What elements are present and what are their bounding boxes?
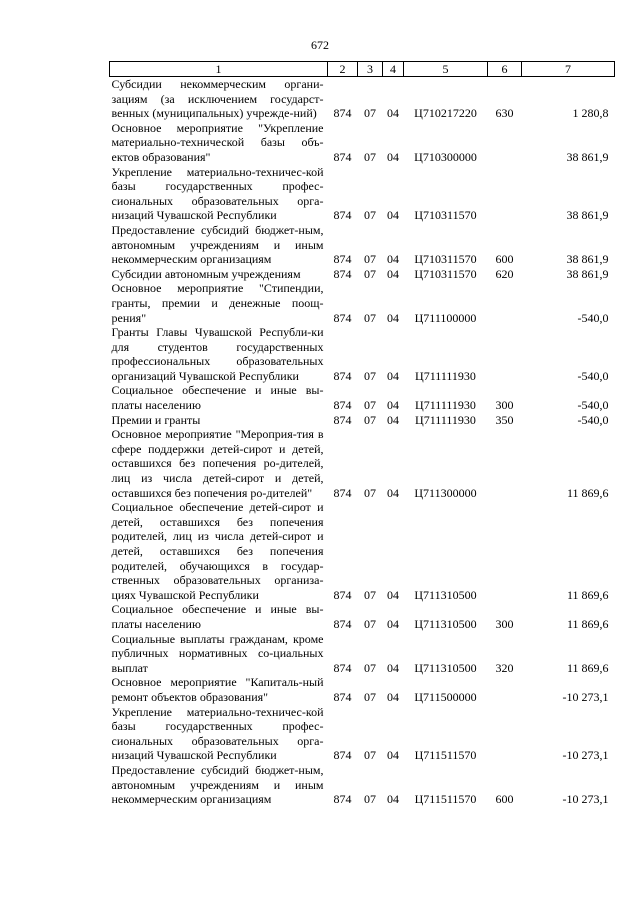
row-amount: 38 861,9 <box>566 252 609 267</box>
header-cell: 5 <box>404 62 488 77</box>
row-expense-type <box>488 165 522 223</box>
row-subsection-code: 04 <box>387 660 399 675</box>
budget-table <box>109 61 615 807</box>
row-expense-type: 300 <box>495 616 514 631</box>
row-amount: -540,0 <box>577 310 609 325</box>
row-subsection-code: 04 <box>387 792 399 807</box>
table-row <box>110 413 615 428</box>
row-target-article: Ц711511570 <box>414 792 477 807</box>
row-expense-type: 600 <box>495 252 514 267</box>
row-amount: 38 861,9 <box>566 208 609 223</box>
row-description: Субсидии автономным учреждениям <box>111 266 301 281</box>
page-number: 672 <box>311 38 329 52</box>
row-description: Социальное обеспечение и иные вы-платы населению <box>111 383 324 413</box>
table-row <box>110 675 615 704</box>
table-row <box>110 77 615 121</box>
row-description: Основное мероприятие "Укрепление материально-технической базы объ-ектов образования" <box>111 120 324 164</box>
row-department-code: 874 <box>333 587 352 602</box>
row-subsection-code: 04 <box>387 398 399 413</box>
row-target-article: Ц711310500 <box>414 616 477 631</box>
header-cell: 4 <box>383 62 404 77</box>
row-expense-type: 300 <box>495 398 514 413</box>
row-section-code: 07 <box>364 485 376 500</box>
row-subsection-code: 04 <box>387 587 399 602</box>
row-section-code: 07 <box>364 660 376 675</box>
row-description: Субсидии некоммерческим органи-зациям (за исключением государст-венных (муниципальных) учрежде-ний) <box>111 77 324 121</box>
table-row <box>110 602 615 631</box>
row-section-code: 07 <box>364 208 376 223</box>
row-department-code: 874 <box>333 689 352 704</box>
row-subsection-code: 04 <box>387 310 399 325</box>
row-description: Укрепление материально-техничес-кой базы государственных профес-сиональных образовательных орга-низаций Чувашской Республики <box>111 704 324 763</box>
row-description: Социальное обеспечение и иные вы-платы населению <box>111 602 324 631</box>
row-expense-type: 600 <box>495 792 514 807</box>
row-subsection-code: 04 <box>387 208 399 223</box>
row-amount: -10 273,1 <box>562 689 609 704</box>
row-expense-type <box>488 675 522 704</box>
row-amount: -540,0 <box>577 412 609 427</box>
row-section-code: 07 <box>364 368 376 383</box>
row-description: Основное мероприятие "Капиталь-ный ремонт объектов образования" <box>111 675 324 704</box>
row-subsection-code: 04 <box>387 368 399 383</box>
row-description: Предоставление субсидий бюджет-ным, автономным учреждениям и иным некоммерческим организациям <box>111 762 324 807</box>
header-cell: 6 <box>488 62 522 77</box>
row-subsection-code: 04 <box>387 748 399 763</box>
row-target-article: Ц711100000 <box>414 310 477 325</box>
row-section-code: 07 <box>364 748 376 763</box>
row-expense-type: 630 <box>495 106 514 121</box>
row-target-article: Ц711511570 <box>414 748 477 763</box>
table-row <box>110 763 615 807</box>
row-target-article: Ц710311570 <box>414 252 477 267</box>
row-amount: -540,0 <box>577 368 609 383</box>
row-section-code: 07 <box>364 587 376 602</box>
row-subsection-code: 04 <box>387 106 399 121</box>
row-department-code: 874 <box>333 149 352 164</box>
row-amount: 11 869,6 <box>566 660 609 675</box>
row-section-code: 07 <box>364 310 376 325</box>
row-amount: -10 273,1 <box>562 792 609 807</box>
table-row <box>110 325 615 383</box>
row-section-code: 07 <box>364 149 376 164</box>
row-target-article: Ц710217220 <box>414 106 477 121</box>
row-description: Гранты Главы Чувашской Республи-ки для студентов государственных профессиональных образовательных организаций Чувашской Республики <box>111 325 324 383</box>
row-amount: -540,0 <box>577 398 609 413</box>
row-description: Основное мероприятие "Стипендии, гранты, премии и денежные поощ-рения" <box>111 281 324 325</box>
table-row <box>110 632 615 676</box>
row-target-article: Ц711500000 <box>414 689 477 704</box>
row-expense-type <box>488 500 522 602</box>
row-department-code: 874 <box>333 792 352 807</box>
row-section-code: 07 <box>364 106 376 121</box>
row-section-code: 07 <box>364 792 376 807</box>
row-description: Социальное обеспечение детей-сирот и детей, оставшихся без попечения родителей, лиц из числа детей-сирот и детей, оставшихся без попечения родителей, обучающихся в государ-ственных образовательных организа-циях Чувашской Республики <box>111 500 324 602</box>
header-cell: 3 <box>358 62 383 77</box>
row-section-code: 07 <box>364 252 376 267</box>
header-cell: 7 <box>522 62 615 77</box>
row-subsection-code: 04 <box>387 266 399 281</box>
table-row <box>110 705 615 763</box>
row-section-code: 07 <box>364 412 376 427</box>
row-section-code: 07 <box>364 616 376 631</box>
row-department-code: 874 <box>333 106 352 121</box>
row-department-code: 874 <box>333 368 352 383</box>
row-amount: 38 861,9 <box>566 149 609 164</box>
table-row <box>110 281 615 325</box>
row-target-article: Ц711111930 <box>415 368 476 383</box>
row-amount: 38 861,9 <box>566 266 609 281</box>
row-subsection-code: 04 <box>387 485 399 500</box>
row-department-code: 874 <box>333 485 352 500</box>
row-amount: 11 869,6 <box>566 587 609 602</box>
row-subsection-code: 04 <box>387 252 399 267</box>
header-cell: 1 <box>110 62 328 77</box>
table-row <box>110 223 615 267</box>
row-expense-type <box>488 427 522 500</box>
row-description: Премии и гранты <box>111 412 201 427</box>
row-subsection-code: 04 <box>387 689 399 704</box>
row-target-article: Ц711310500 <box>414 587 477 602</box>
row-target-article: Ц711111930 <box>415 412 476 427</box>
row-description: Социальные выплаты гражданам, кроме публичных нормативных со-циальных выплат <box>111 631 324 675</box>
table-row <box>110 267 615 282</box>
row-target-article: Ц710311570 <box>414 266 477 281</box>
row-target-article: Ц711111930 <box>415 398 476 413</box>
row-expense-type: 350 <box>495 412 514 427</box>
table-row <box>110 427 615 500</box>
row-expense-type: 620 <box>495 266 514 281</box>
row-department-code: 874 <box>333 398 352 413</box>
table-row <box>110 121 615 165</box>
row-expense-type: 320 <box>495 660 514 675</box>
row-target-article: Ц710311570 <box>414 208 477 223</box>
row-section-code: 07 <box>364 266 376 281</box>
row-expense-type <box>488 325 522 383</box>
row-department-code: 874 <box>333 310 352 325</box>
table-body <box>110 77 615 807</box>
row-expense-type <box>488 121 522 165</box>
header-row <box>110 62 615 77</box>
table-row <box>110 500 615 602</box>
row-department-code: 874 <box>333 412 352 427</box>
row-section-code: 07 <box>364 398 376 413</box>
row-section-code: 07 <box>364 689 376 704</box>
row-amount: 11 869,6 <box>566 485 609 500</box>
row-description: Основное мероприятие "Мероприя-тия в сфере поддержки детей-сирот и детей, оставшихся без попечения ро-дителей, лиц из числа детей-сирот и детей, оставшихся без попечения ро-дителей" <box>111 427 324 500</box>
row-department-code: 874 <box>333 616 352 631</box>
row-department-code: 874 <box>333 208 352 223</box>
row-target-article: Ц710300000 <box>414 149 477 164</box>
row-department-code: 874 <box>333 660 352 675</box>
table-row <box>110 165 615 223</box>
row-amount: 11 869,6 <box>566 616 609 631</box>
header-cell: 2 <box>328 62 358 77</box>
row-description: Укрепление материально-техничес-кой базы государственных профес-сиональных образовательных орга-низаций Чувашской Республики <box>111 164 324 223</box>
row-description: Предоставление субсидий бюджет-ным, автономным учреждениям и иным некоммерческим организациям <box>111 222 324 267</box>
row-subsection-code: 04 <box>387 149 399 164</box>
row-amount: 1 280,8 <box>572 106 609 121</box>
row-amount: -10 273,1 <box>562 748 609 763</box>
row-department-code: 874 <box>333 266 352 281</box>
row-target-article: Ц711300000 <box>414 485 477 500</box>
row-department-code: 874 <box>333 252 352 267</box>
row-subsection-code: 04 <box>387 412 399 427</box>
row-subsection-code: 04 <box>387 616 399 631</box>
row-expense-type <box>488 281 522 325</box>
row-target-article: Ц711310500 <box>414 660 477 675</box>
row-expense-type <box>488 705 522 763</box>
row-department-code: 874 <box>333 748 352 763</box>
table-row <box>110 383 615 412</box>
